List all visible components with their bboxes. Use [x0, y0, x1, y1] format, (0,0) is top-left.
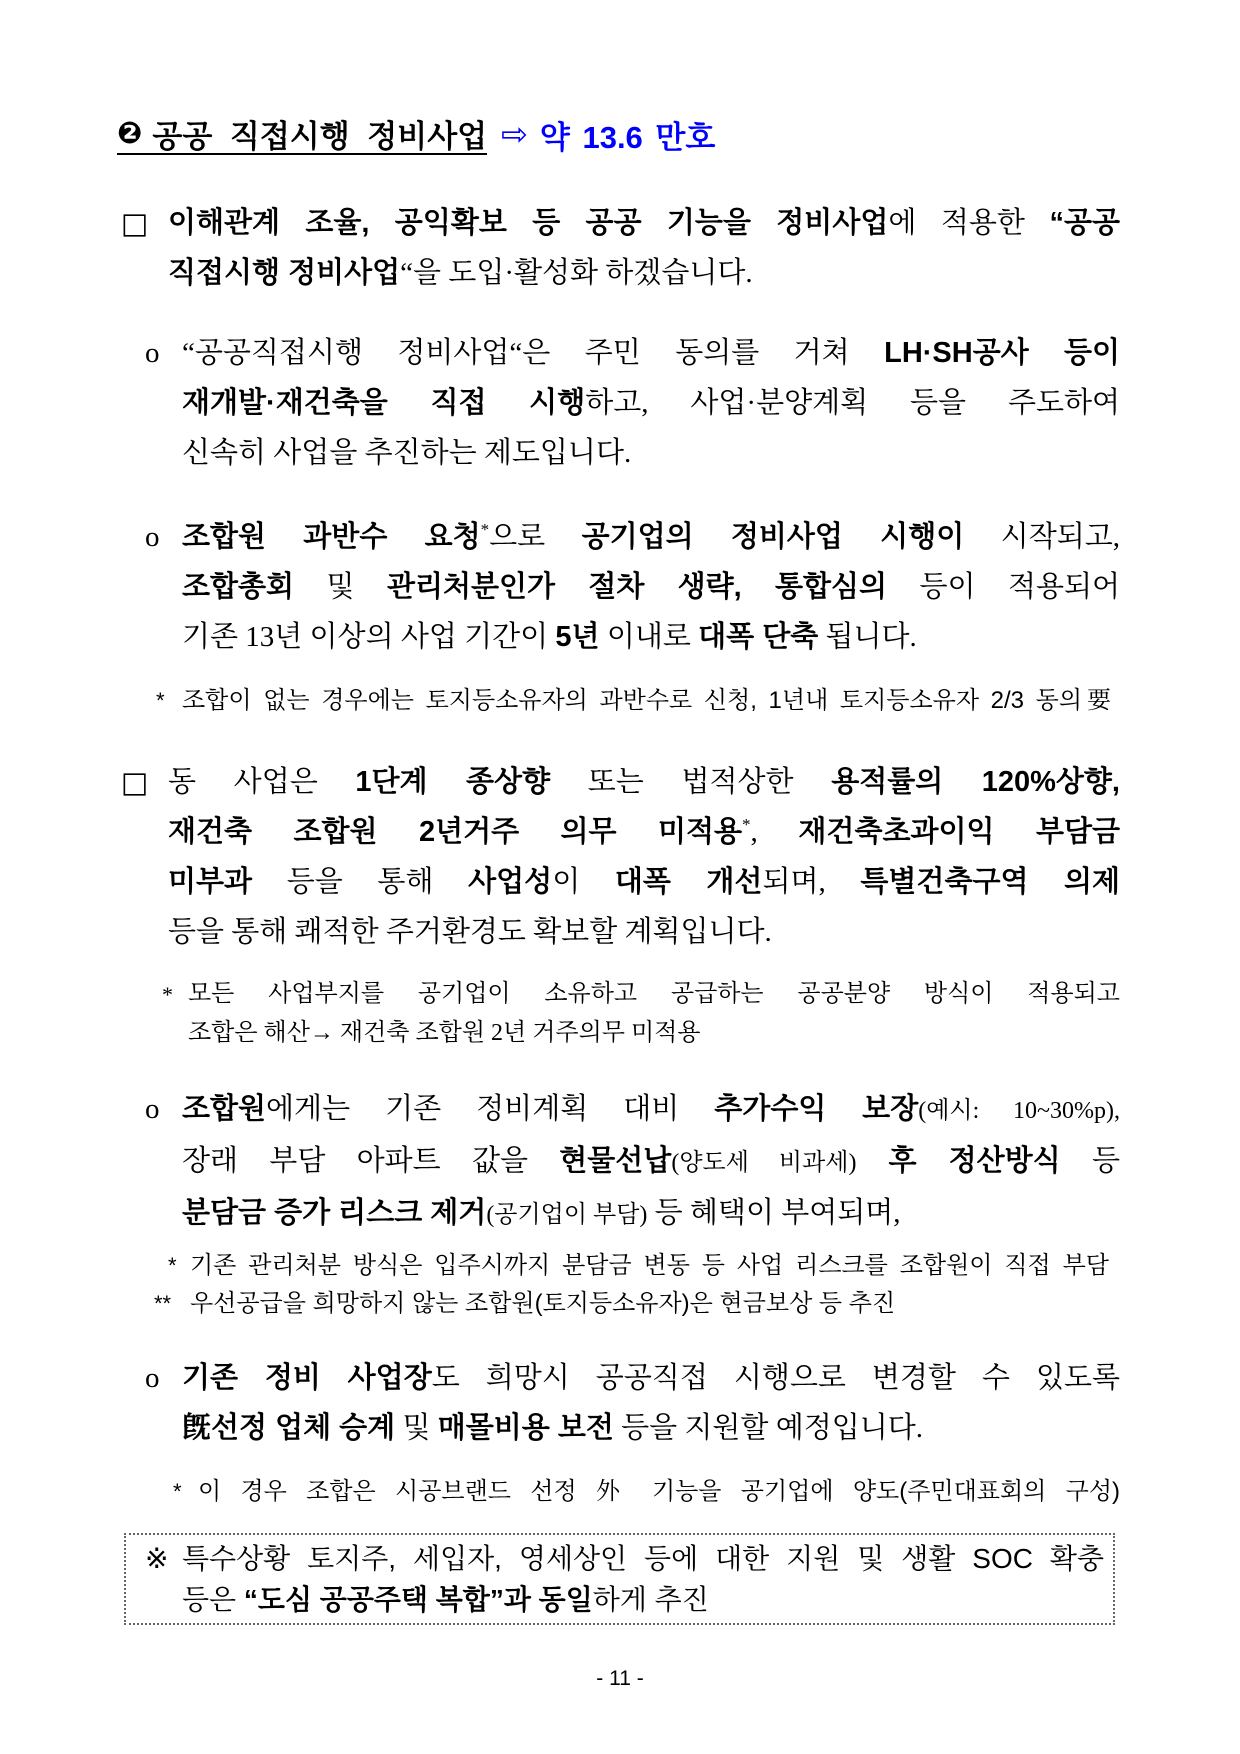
small-text-run: (예시: 10~30%p), [918, 1098, 1120, 1124]
text-line [190, 1247, 1109, 1285]
text-run: 우선공급을 희망하지 않는 조합원(토지등소유자)은 현금보상 등 추진 [190, 1290, 896, 1317]
footnote-marker: * [173, 1479, 182, 1504]
text-run: 동 사업은 [168, 766, 356, 798]
bullet-item-1 [145, 328, 1120, 478]
heading-target-value: 약 13.6 만호 [539, 119, 716, 155]
section-heading [117, 110, 715, 158]
text-line [182, 328, 1120, 378]
notice-text [182, 1538, 1104, 1620]
bold-text-run: 공기업의 정비사업 시행이 [581, 521, 965, 553]
reference-mark-icon: ※ [145, 1543, 169, 1574]
bold-text-run: 이해관계 조율, 공익확보 등 공공 기능을 정비사업 [168, 207, 889, 239]
footnote-marker: ** [154, 1291, 172, 1316]
bold-text-run: “공공 [1049, 207, 1121, 239]
outline-right-arrow-icon: ⇨ [501, 115, 528, 153]
text-run: , [750, 816, 799, 848]
bold-text-run: 후 정산방식 [856, 1145, 1061, 1177]
page-number: - 11 - [596, 1667, 644, 1690]
text-run: 조합은 해산→ 재건축 조합원 2년 거주의무 미적용 [188, 1020, 701, 1046]
bold-text-run: 특별건축구역 의제 [860, 866, 1121, 898]
text-line [168, 248, 1120, 298]
bold-text-run: LH·SH공사 등이 [884, 337, 1120, 369]
text-line [168, 907, 1120, 957]
text-line [182, 562, 1120, 612]
bullet-item-4 [145, 1353, 1120, 1453]
small-text-run: (공기업이 부담) [486, 1202, 648, 1228]
bold-text-run: 조합총회 [182, 571, 295, 603]
text-run: 장래 부담 아파트 값을 [182, 1145, 560, 1177]
bold-text-run: 관리처분인가 절차 생략, 통합심의 [386, 571, 888, 603]
text-run: 등은 [182, 1584, 244, 1615]
bold-text-run: 직접시행 정비사업 [168, 257, 401, 289]
bold-text-run: 대폭 개선 [614, 866, 763, 898]
bold-text-run: 조합원 [182, 1093, 267, 1125]
bold-text-run: 재건축초과이익 부담금 [798, 816, 1120, 848]
section-2-paragraph [121, 757, 1121, 957]
bullet-item-2 [145, 512, 1120, 662]
footnote-item-3b-text [190, 1285, 1109, 1323]
bold-text-run: “도심 공공주택 복합”과 동일 [243, 1584, 593, 1615]
text-run: 등을 통해 쾌적한 주거환경도 확보할 계획입니다. [168, 916, 772, 948]
text-run: 이내로 [599, 621, 699, 653]
text-run: 및 [395, 1412, 438, 1444]
text-run: 하게 추진 [592, 1584, 709, 1615]
footnote-reference-mark: * [742, 815, 751, 834]
footnote-item-2-text [182, 682, 1111, 720]
text-line [182, 428, 1120, 478]
text-run: 됩니다. [818, 621, 917, 653]
bold-text-run: 5년 [555, 621, 600, 653]
text-run: 및 [294, 571, 387, 603]
text-line [168, 757, 1120, 807]
heading-title-group [117, 113, 487, 155]
text-run: 특수상황 토지주, 세입자, 영세상인 등에 대한 지원 및 생활 SOC 확충 [182, 1543, 1104, 1574]
text-line [168, 857, 1120, 907]
bold-text-run: 미부과 [168, 866, 253, 898]
heading-title: 공공 직접시행 정비사업 [152, 118, 488, 154]
footnote-item-4-text [198, 1473, 1120, 1511]
text-run: 등을 통해 [252, 866, 469, 898]
text-run: 에 적용한 [888, 207, 1050, 239]
footnote-item-4 [173, 1473, 1120, 1511]
footnote-item-3a [168, 1247, 1109, 1285]
text-line [182, 1579, 1104, 1620]
circle-bullet-icon: o [145, 521, 160, 553]
text-line [188, 1014, 1120, 1053]
text-line [182, 1538, 1104, 1579]
bold-text-run: 추가수익 보장 [714, 1093, 919, 1125]
text-line [182, 1403, 1120, 1453]
footnote-section-2 [162, 975, 1120, 1053]
square-bullet-icon: □ [121, 765, 149, 799]
text-line [182, 1084, 1120, 1136]
bold-text-run: 용적률의 120%상향, [831, 766, 1120, 798]
bold-text-run: 현물선납 [559, 1145, 672, 1177]
text-line [182, 1188, 1120, 1240]
bold-text-run: 1단계 종상향 [355, 766, 551, 798]
text-run: 이 [552, 866, 615, 898]
text-run: 에게는 기존 정비계획 대비 [266, 1093, 715, 1125]
text-run: 조합이 없는 경우에는 토지등소유자의 과반수로 신청, 1년내 토지등소유자 2/3 동의要 [182, 687, 1111, 714]
bold-text-run: 기존 정비 사업장 [182, 1362, 432, 1394]
text-line [198, 1473, 1120, 1511]
text-run: 등 [1060, 1145, 1120, 1177]
bold-text-run: 조합원 과반수 요청 [182, 521, 481, 553]
text-line [188, 975, 1120, 1014]
bold-text-run: 분담금 증가 리스크 제거 [182, 1197, 487, 1229]
bullet-item-2-text [182, 512, 1120, 662]
text-run: 또는 법적상한 [550, 766, 832, 798]
text-run: 시작되고, [964, 521, 1120, 553]
footnote-section-2-text [188, 975, 1120, 1053]
footnote-item-3a-text [190, 1247, 1109, 1285]
bullet-item-1-text [182, 328, 1120, 478]
bullet-item-3-text [182, 1084, 1120, 1240]
bold-text-run: 사업성 [468, 866, 553, 898]
text-run: 으로 [489, 521, 582, 553]
footnote-marker: * [168, 1253, 177, 1278]
section-1-paragraph [121, 198, 1121, 298]
notice-box [124, 1533, 1115, 1625]
bold-text-run: 재개발·재건축을 직접 시행 [182, 387, 586, 419]
text-run: 등이 적용되어 [887, 571, 1120, 603]
text-line [182, 1136, 1120, 1188]
circle-bullet-icon: o [145, 1093, 160, 1125]
text-run: 모든 사업부지를 공기업이 소유하고 공급하는 공공분양 방식이 적용되고 [188, 981, 1120, 1007]
text-run: 하고, 사업·분양계획 등을 주도하여 [585, 387, 1120, 419]
text-run: 등을 지원할 예정입니다. [613, 1412, 924, 1444]
section-1-text [168, 198, 1120, 298]
footnote-item-2 [156, 682, 1111, 720]
text-line [182, 512, 1120, 562]
bullet-item-3 [145, 1084, 1120, 1240]
circle-bullet-icon: o [145, 1362, 160, 1394]
small-text-run: (양도세 비과세) [671, 1150, 857, 1176]
bold-text-run: 旣선정 업체 승계 [182, 1412, 396, 1444]
bold-text-run: 매몰비용 보전 [437, 1412, 614, 1444]
square-bullet-icon: □ [121, 206, 149, 240]
text-line [168, 198, 1120, 248]
text-run: 이 경우 조합은 시공브랜드 선정 外 기능을 공기업에 양도(주민대표회의 구성) [198, 1478, 1120, 1505]
text-run: “을 도입·활성화 하겠습니다. [400, 257, 753, 289]
text-run: 기존 관리처분 방식은 입주시까지 분담금 변동 등 사업 리스크를 조합원이 직접 부담 [190, 1252, 1109, 1279]
text-run: 등 혜택이 부여되며, [647, 1197, 901, 1229]
text-line [182, 612, 1120, 662]
text-line [182, 682, 1111, 720]
text-run: 신속히 사업을 추진하는 제도입니다. [182, 437, 632, 469]
text-line [182, 378, 1120, 428]
circled-number-two-icon: ❷ [117, 115, 143, 151]
footnote-reference-mark: * [480, 520, 490, 539]
bold-text-run: 재건축 조합원 2년거주 의무 미적용 [168, 816, 743, 848]
text-run: 되며, [762, 866, 861, 898]
text-line [182, 1353, 1120, 1403]
text-run: 도 희망시 공공직접 시행으로 변경할 수 있도록 [431, 1362, 1120, 1394]
bold-text-run: 대폭 단축 [698, 621, 819, 653]
footnote-item-3b [154, 1285, 1109, 1323]
text-line [190, 1285, 1109, 1323]
circle-bullet-icon: o [145, 337, 160, 369]
footnote-marker: * [162, 982, 173, 1007]
text-line [168, 807, 1120, 857]
bullet-item-4-text [182, 1353, 1120, 1453]
section-2-text [168, 757, 1120, 957]
text-run: “공공직접시행 정비사업“은 주민 동의를 거쳐 [182, 337, 885, 369]
footnote-marker: * [156, 688, 165, 713]
text-run: 기존 13년 이상의 사업 기간이 [182, 621, 556, 653]
